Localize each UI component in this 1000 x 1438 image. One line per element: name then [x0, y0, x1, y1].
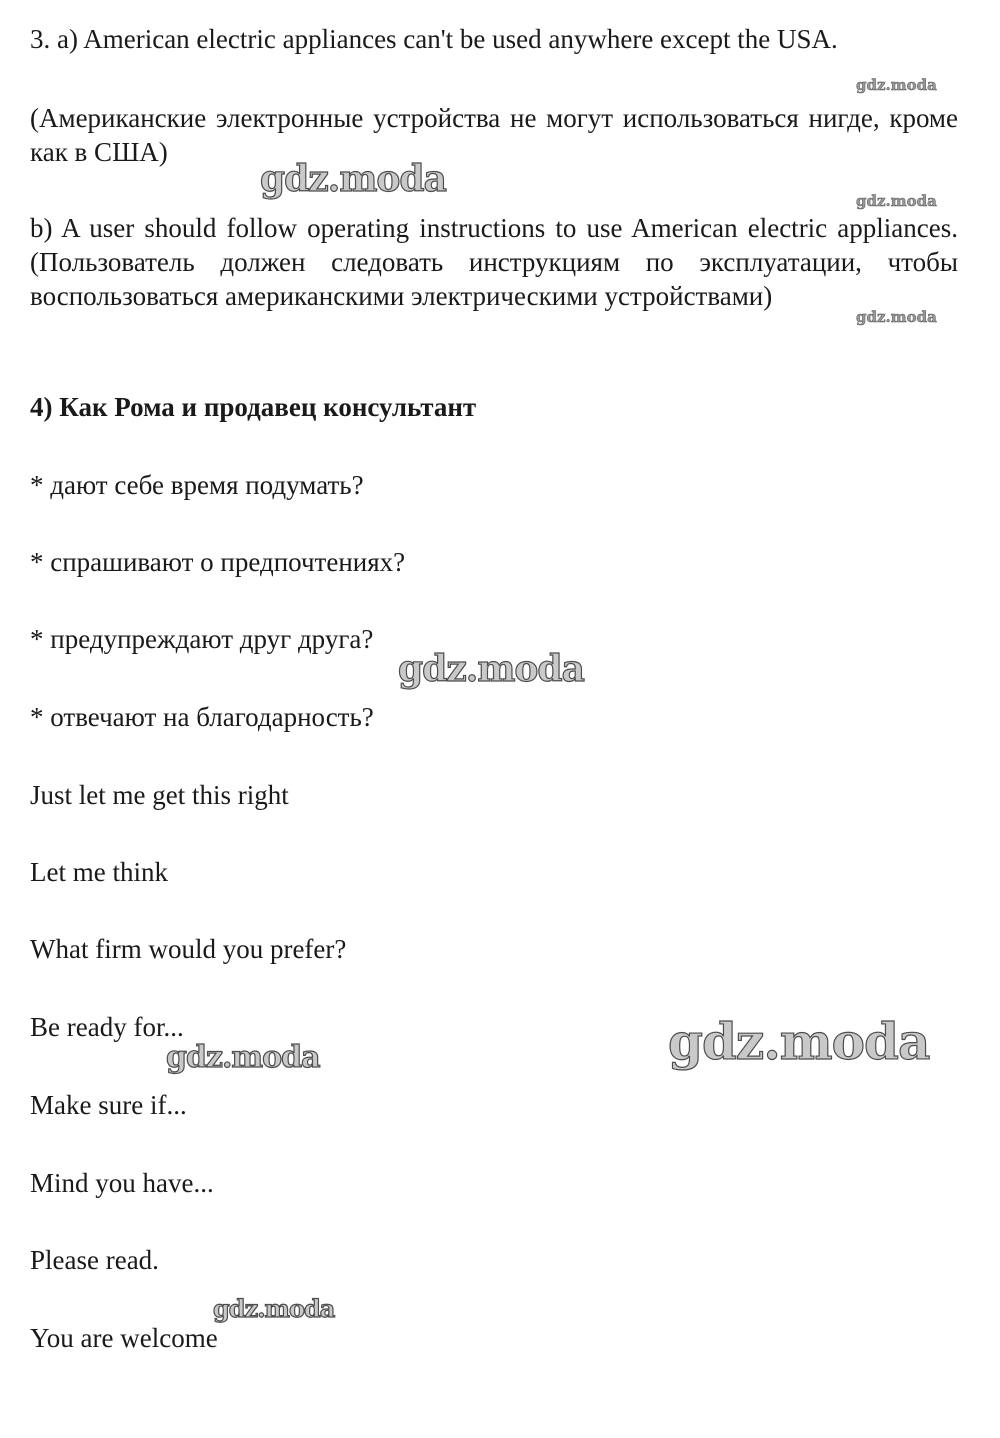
section-4-heading: 4) Как Рома и продавец консультант [30, 392, 477, 422]
watermark: gdz.moda [668, 1012, 930, 1071]
answer-3a-russian: (Американские электронные устройства не могут использоваться нигде, кроме как в США) [30, 103, 958, 167]
question-item: * спрашивают о предпочтениях? [30, 547, 406, 577]
phrase-item: You are welcome [30, 1323, 218, 1353]
watermark: gdz.moda [260, 158, 446, 200]
watermark: gdz.moda [398, 648, 584, 690]
answer-3a-english: 3. a) American electric appliances can't be used anywhere except the USA. [30, 24, 838, 54]
watermark: gdz.moda [856, 308, 937, 326]
phrase-item: Please read. [30, 1245, 159, 1275]
phrase-item: What firm would you prefer? [30, 934, 347, 964]
watermark: gdz.moda [856, 76, 937, 94]
phrase-item: Just let me get this right [30, 780, 289, 810]
watermark: gdz.moda [166, 1040, 320, 1075]
question-item: * отвечают на благодарность? [30, 702, 374, 732]
watermark: gdz.moda [856, 192, 937, 210]
phrase-item: Be ready for... [30, 1012, 184, 1042]
phrase-item: Make sure if... [30, 1090, 187, 1120]
phrase-item: Mind you have... [30, 1168, 214, 1198]
question-item: * дают себе время подумать? [30, 470, 364, 500]
answer-3b: b) A user should follow operating instructions to use American electric appliances. (Пользователь должен следовать инструкциям по эксплуатации, чтобы воспользоваться американскими электрическими устройствами) [30, 213, 958, 311]
watermark: gdz.moda [213, 1294, 335, 1323]
question-item: * предупреждают друг друга? [30, 624, 374, 654]
phrase-item: Let me think [30, 857, 168, 887]
